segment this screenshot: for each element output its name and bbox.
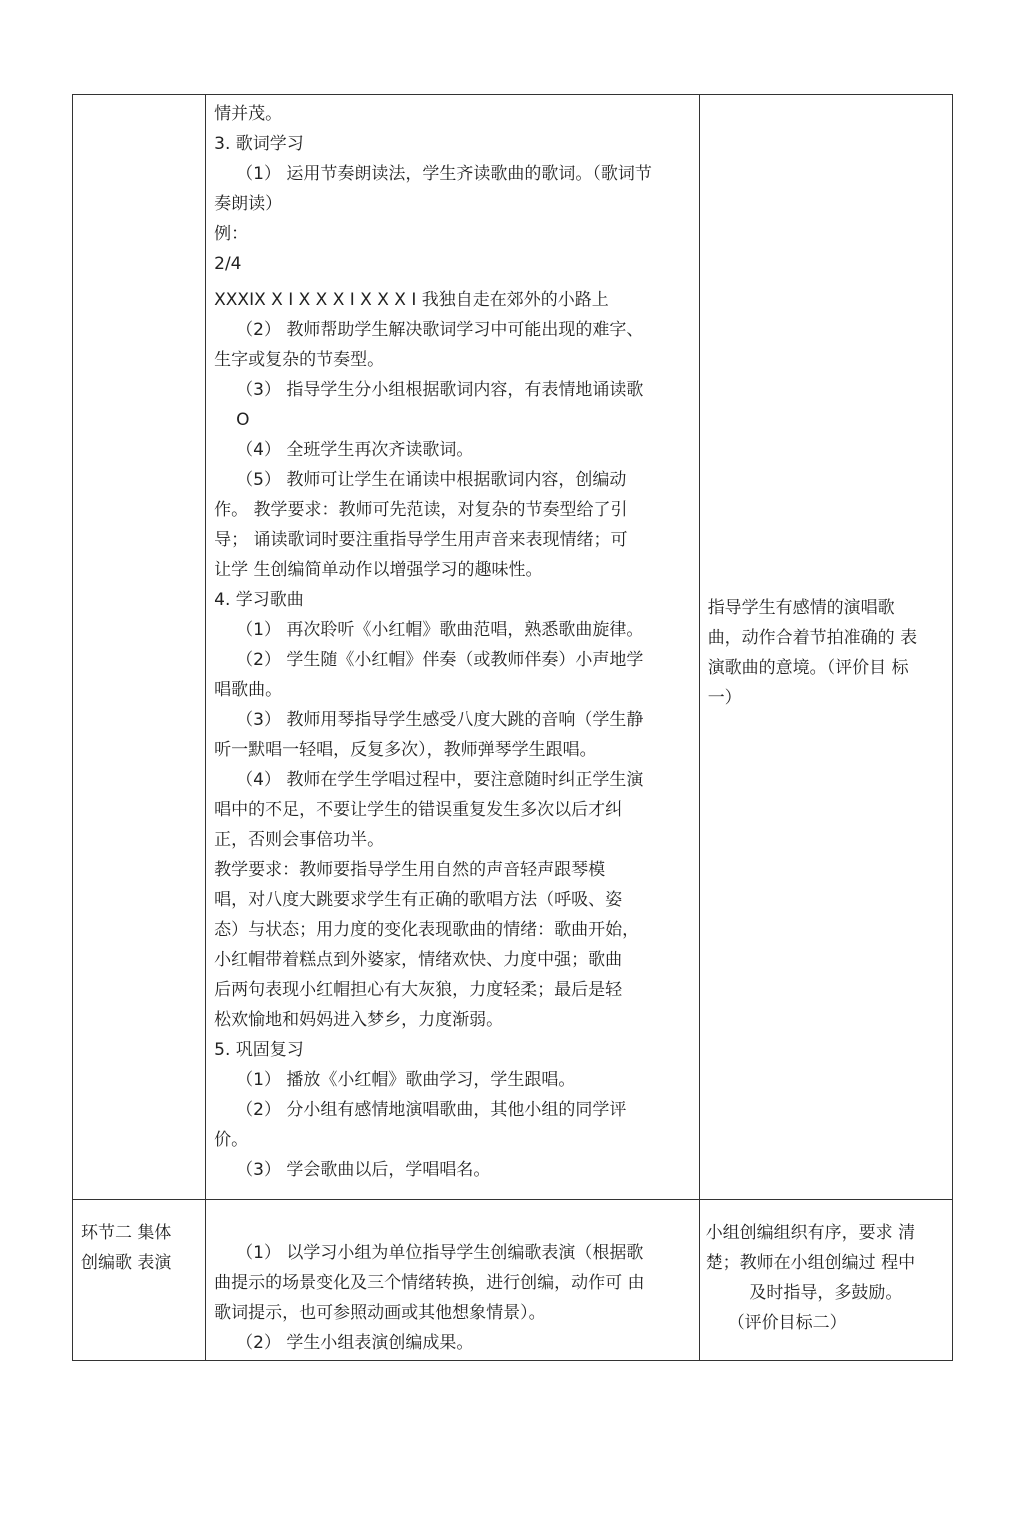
text-line: 听一默唱一轻唱，反复多次），教师弹琴学生跟唱。 <box>214 740 597 760</box>
evaluation-line: 楚；教师在小组创编过 程中 <box>705 1253 916 1273</box>
text-line: 生字或复杂的节奏型。 <box>214 350 385 370</box>
text-line: 奏朗读） <box>214 194 283 214</box>
evaluation-line: 小组创编组织有序，要求 清 <box>705 1223 916 1243</box>
text-line: （3） 教师用琴指导学生感受八度大跳的音响（学生静 <box>236 710 644 730</box>
text-line: 3. 歌词学习 <box>214 134 304 154</box>
text-line: XXXIX X I X X X I X X X I 我独自走在郊外的小路上 <box>214 290 609 310</box>
text-line: 唱，对八度大跳要求学生有正确的歌唱方法（呼吸、姿 <box>214 890 623 910</box>
text-line: （2） 学生小组表演创编成果。 <box>236 1333 474 1353</box>
text-line: （1） 播放《小红帽》歌曲学习，学生跟唱。 <box>236 1070 576 1090</box>
text-line: O <box>236 410 250 430</box>
section1-evaluation-cell <box>699 95 952 1200</box>
text-line: 例： <box>214 224 249 244</box>
section1-label-cell <box>73 95 206 1200</box>
text-line: 态）与状态；用力度的变化表现歌曲的情绪：歌曲开始， <box>214 920 640 940</box>
section-label-line: 环节二 集体 <box>81 1223 172 1243</box>
text-line: （2） 学生随《小红帽》伴奏（或教师伴奏）小声地学 <box>236 650 644 670</box>
evaluation-line: 一） <box>707 688 742 708</box>
text-line: 歌词提示，也可参照动画或其他想象情景）。 <box>214 1303 546 1323</box>
section1-main-cell <box>206 95 700 1200</box>
evaluation-line: 及时指导，多鼓励。 <box>749 1283 903 1303</box>
text-line: （3） 学会歌曲以后，学唱唱名。 <box>236 1160 491 1180</box>
text-line: 后两句表现小红帽担心有大灰狼，力度轻柔；最后是轻 <box>214 980 623 1000</box>
text-line: 小红帽带着糕点到外婆家，情绪欢快、力度中强；歌曲 <box>214 950 623 970</box>
table-row-section2 <box>73 1200 953 1361</box>
text-line: 价。 <box>214 1130 249 1150</box>
section2-label-cell <box>73 1200 206 1361</box>
evaluation-line: 指导学生有感情的演唱歌 <box>707 598 895 618</box>
text-line: （1） 运用节奏朗读法，学生齐读歌曲的歌词。（歌词节 <box>236 164 652 184</box>
text-line: （5） 教师可让学生在诵读中根据歌词内容，创编动 <box>236 470 627 490</box>
evaluation-line: 演歌曲的意境。（评价目 标 <box>707 658 909 678</box>
evaluation-line: （评价目标二） <box>727 1313 847 1333</box>
text-line: 情并茂。 <box>214 104 283 124</box>
text-line: （3） 指导学生分小组根据歌词内容，有表情地诵读歌 <box>236 380 644 400</box>
text-line: 唱中的不足，不要让学生的错误重复发生多次以后才纠 <box>214 800 623 820</box>
text-line: 正，否则会事倍功半。 <box>214 830 385 850</box>
text-line: 导； 诵读歌词时要注重指导学生用声音来表现情绪；可 <box>214 530 628 550</box>
text-line: 让学 生创编简单动作以增强学习的趣味性。 <box>214 560 543 580</box>
text-line: （1） 以学习小组为单位指导学生创编歌表演（根据歌 <box>236 1243 644 1263</box>
table-row-section1 <box>73 95 953 1200</box>
text-line: 曲提示的场景变化及三个情绪转换，进行创编，动作可 由 <box>214 1273 645 1293</box>
section2-main-cell <box>206 1200 700 1361</box>
text-line: 4. 学习歌曲 <box>214 590 304 610</box>
text-line: （2） 分小组有感情地演唱歌曲，其他小组的同学评 <box>236 1100 627 1120</box>
lesson-plan-table <box>72 94 953 1361</box>
text-line: （1） 再次聆听《小红帽》歌曲范唱，熟悉歌曲旋律。 <box>236 620 644 640</box>
text-line: 作。 教学要求：教师可先范读，对复杂的节奏型给了引 <box>214 500 628 520</box>
text-line: （2） 教师帮助学生解决歌词学习中可能出现的难字、 <box>236 320 644 340</box>
text-line: （4） 教师在学生学唱过程中，要注意随时纠正学生演 <box>236 770 644 790</box>
section-label-line: 创编歌 表演 <box>81 1253 172 1273</box>
text-line: 唱歌曲。 <box>214 680 283 700</box>
text-line: 2/4 <box>214 254 242 274</box>
section2-evaluation-cell <box>699 1200 952 1361</box>
text-line: 松欢愉地和妈妈进入梦乡，力度渐弱。 <box>214 1010 504 1030</box>
text-line: 教学要求：教师要指导学生用自然的声音轻声跟琴模 <box>214 860 606 880</box>
text-line: 5. 巩固复习 <box>214 1040 304 1060</box>
evaluation-line: 曲，动作合着节拍准确的 表 <box>707 628 918 648</box>
text-line: （4） 全班学生再次齐读歌词。 <box>236 440 474 460</box>
